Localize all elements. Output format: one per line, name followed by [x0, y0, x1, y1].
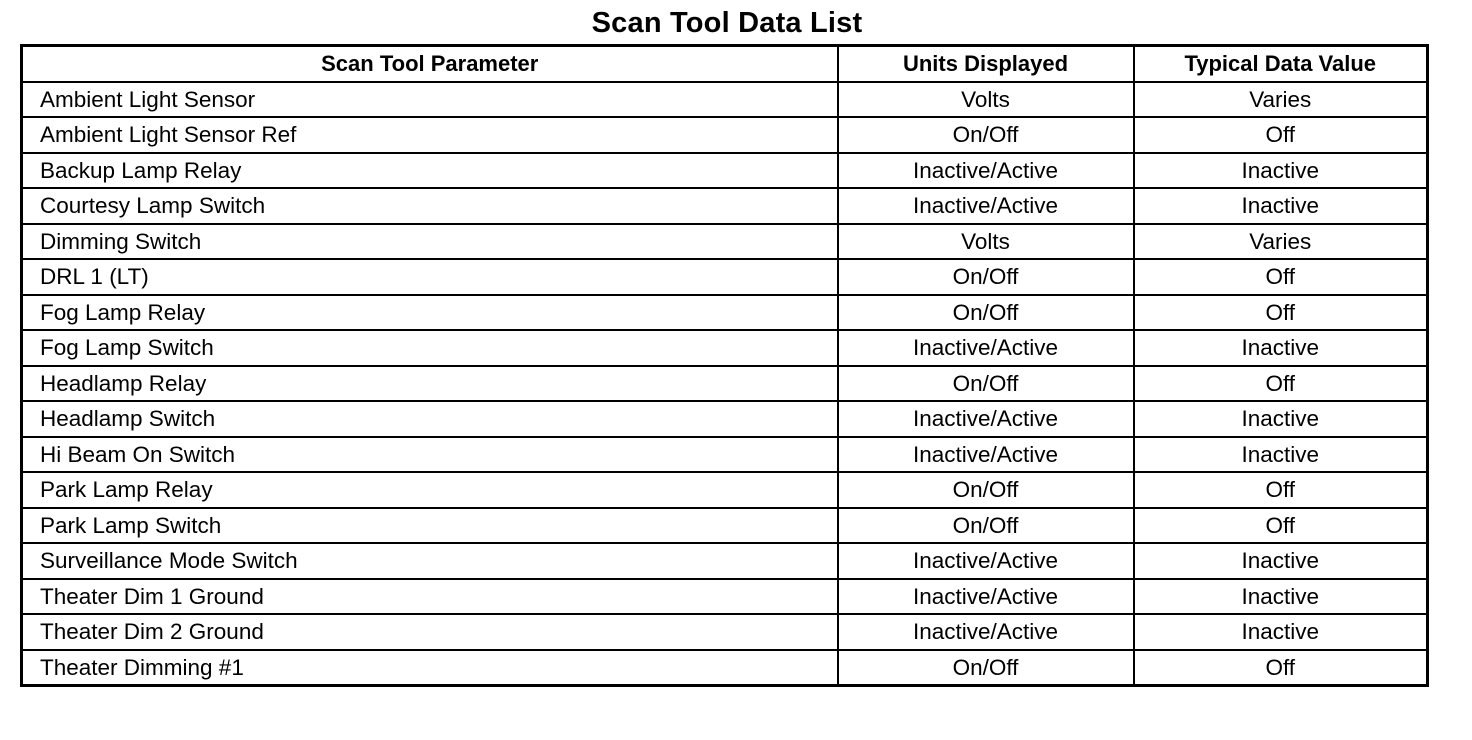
units-cell: Inactive/Active [838, 543, 1134, 579]
parameter-cell: Hi Beam On Switch [22, 437, 838, 473]
typical-value-cell: Varies [1134, 224, 1428, 260]
typical-value-cell: Inactive [1134, 153, 1428, 189]
table-row [22, 153, 1428, 189]
table-row [22, 295, 1428, 331]
table-row [22, 437, 1428, 473]
parameter-cell: Theater Dim 2 Ground [22, 614, 838, 650]
parameter-cell: Park Lamp Switch [22, 508, 838, 544]
table-row [22, 117, 1428, 153]
typical-value-cell: Off [1134, 508, 1428, 544]
units-cell: On/Off [838, 508, 1134, 544]
units-cell: On/Off [838, 117, 1134, 153]
parameter-cell: Ambient Light Sensor [22, 82, 838, 118]
typical-value-cell: Inactive [1134, 579, 1428, 615]
parameter-cell: Headlamp Relay [22, 366, 838, 402]
units-cell: On/Off [838, 295, 1134, 331]
typical-value-cell: Off [1134, 366, 1428, 402]
parameter-cell: Theater Dim 1 Ground [22, 579, 838, 615]
table-row [22, 579, 1428, 615]
table-row [22, 82, 1428, 118]
units-cell: On/Off [838, 259, 1134, 295]
table-row [22, 188, 1428, 224]
units-cell: On/Off [838, 650, 1134, 686]
units-cell: Volts [838, 224, 1134, 260]
units-cell: Inactive/Active [838, 614, 1134, 650]
parameter-cell: Fog Lamp Switch [22, 330, 838, 366]
table-row [22, 650, 1428, 686]
table-row [22, 259, 1428, 295]
typical-value-cell: Inactive [1134, 543, 1428, 579]
table-row [22, 543, 1428, 579]
column-header-typical-value: Typical Data Value [1134, 46, 1428, 82]
units-cell: On/Off [838, 366, 1134, 402]
parameter-cell: Theater Dimming #1 [22, 650, 838, 686]
units-cell: Inactive/Active [838, 437, 1134, 473]
table-row [22, 366, 1428, 402]
parameter-cell: Courtesy Lamp Switch [22, 188, 838, 224]
parameter-cell: Surveillance Mode Switch [22, 543, 838, 579]
parameter-cell: DRL 1 (LT) [22, 259, 838, 295]
units-cell: Inactive/Active [838, 153, 1134, 189]
typical-value-cell: Off [1134, 295, 1428, 331]
page-title: Scan Tool Data List [591, 7, 863, 39]
parameter-cell: Ambient Light Sensor Ref [22, 117, 838, 153]
parameter-cell: Dimming Switch [22, 224, 838, 260]
typical-value-cell: Inactive [1134, 330, 1428, 366]
units-cell: Inactive/Active [838, 330, 1134, 366]
units-cell: Inactive/Active [838, 579, 1134, 615]
parameter-cell: Backup Lamp Relay [22, 153, 838, 189]
typical-value-cell: Off [1134, 117, 1428, 153]
table-row [22, 401, 1428, 437]
scan-tool-data-table [20, 44, 1429, 687]
table-row [22, 330, 1428, 366]
parameter-cell: Headlamp Switch [22, 401, 838, 437]
typical-value-cell: Off [1134, 259, 1428, 295]
typical-value-cell: Inactive [1134, 401, 1428, 437]
units-cell: Inactive/Active [838, 188, 1134, 224]
parameter-cell: Park Lamp Relay [22, 472, 838, 508]
units-cell: Inactive/Active [838, 401, 1134, 437]
parameter-cell: Fog Lamp Relay [22, 295, 838, 331]
table-row [22, 614, 1428, 650]
table-row [22, 472, 1428, 508]
table-header-row [22, 46, 1428, 82]
column-header-parameter: Scan Tool Parameter [22, 46, 838, 82]
typical-value-cell: Inactive [1134, 614, 1428, 650]
typical-value-cell: Off [1134, 472, 1428, 508]
typical-value-cell: Off [1134, 650, 1428, 686]
typical-value-cell: Varies [1134, 82, 1428, 118]
table-row [22, 508, 1428, 544]
units-cell: On/Off [838, 472, 1134, 508]
column-header-units: Units Displayed [838, 46, 1134, 82]
table-row [22, 224, 1428, 260]
typical-value-cell: Inactive [1134, 188, 1428, 224]
units-cell: Volts [838, 82, 1134, 118]
typical-value-cell: Inactive [1134, 437, 1428, 473]
